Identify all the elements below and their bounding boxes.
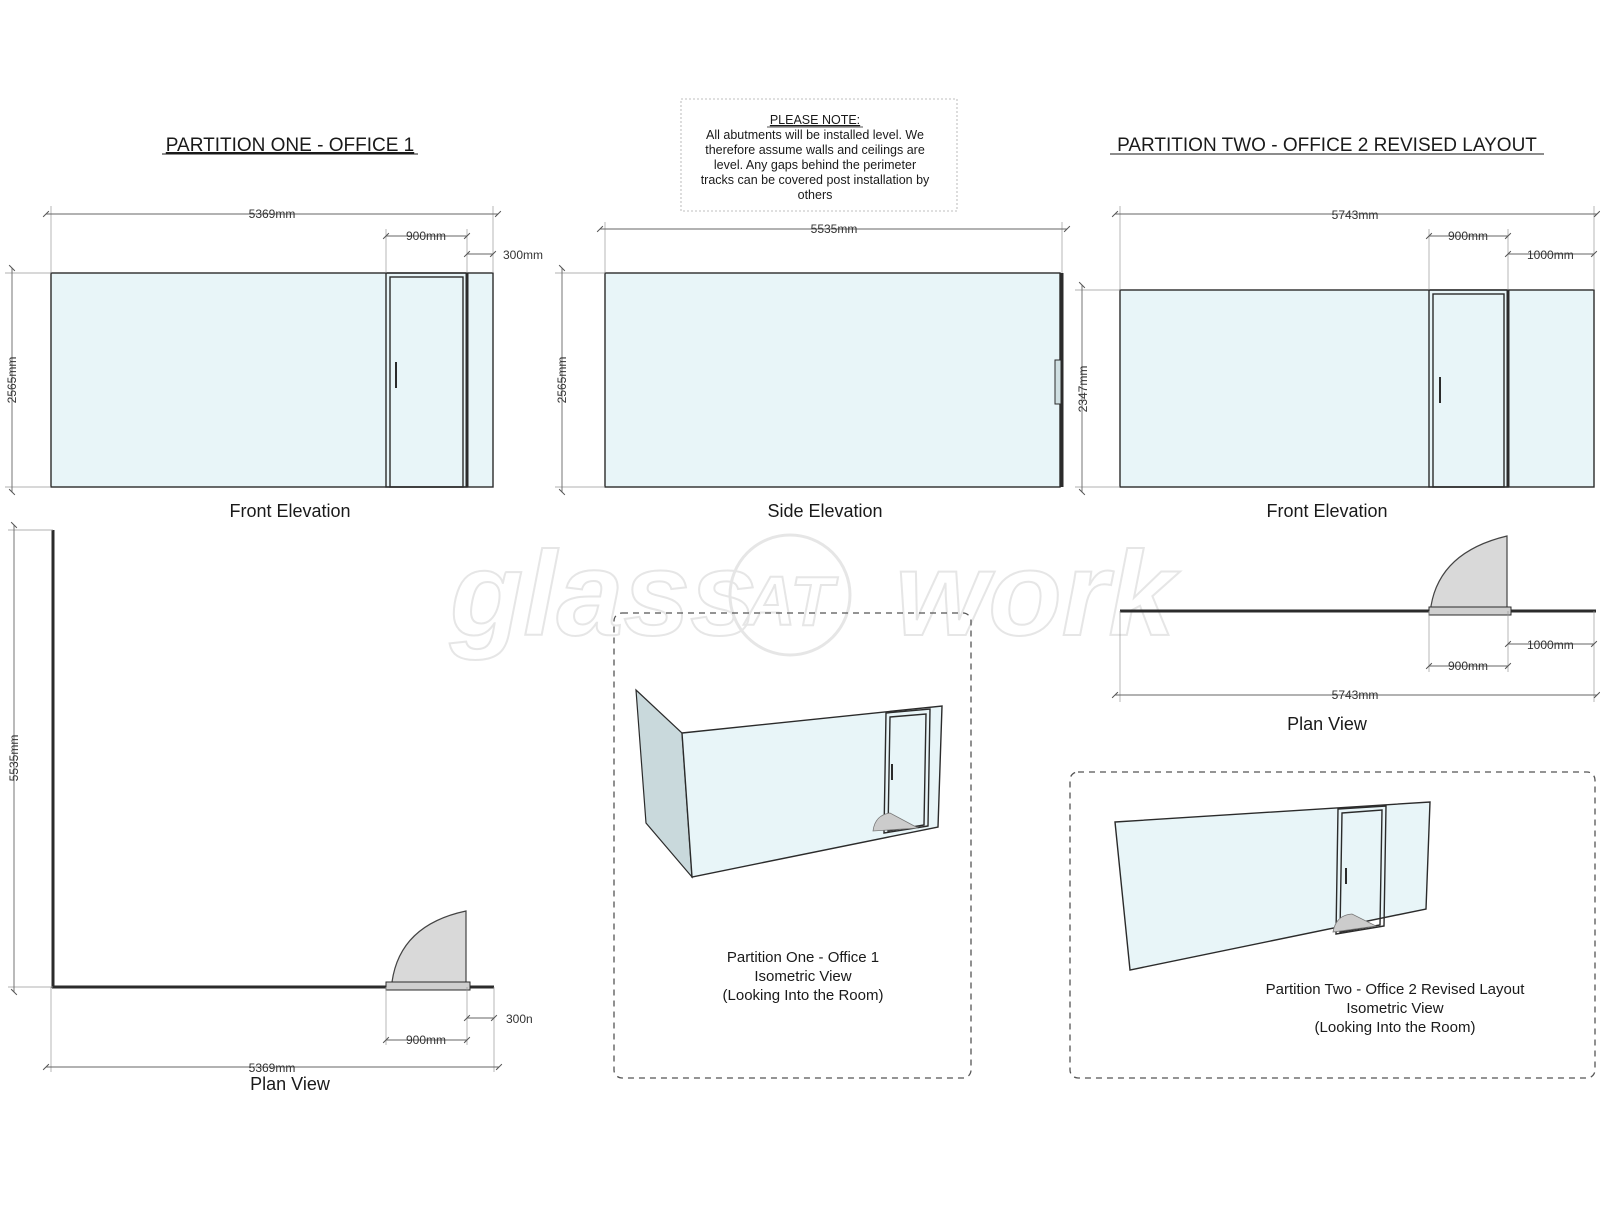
watermark-middle: AT [745,562,834,640]
p2-iso-caption-line: (Looking Into the Room) [1314,1019,1476,1036]
please-note-line: others [797,188,833,202]
p2-iso-caption-line: Isometric View [1346,1000,1444,1017]
p2-plan-caption: Plan View [1287,714,1367,734]
p1-side-width-label: 5535mm [810,222,858,236]
p1-front-caption: Front Elevation [229,501,351,521]
partition-one-heading: PARTITION ONE - OFFICE 1 [165,135,415,156]
please-note-line: therefore assume walls and ceilings are [705,143,925,157]
p2-iso-panel [1115,802,1430,970]
p2-plan-door-swing [1431,536,1507,610]
p1-plan-width-label: 5369mm [248,1061,296,1075]
p1-plan-door-swing [392,911,466,986]
p1-iso-front-panel [682,706,942,877]
p1-front-return-label: 300mm [503,248,544,262]
p2-front-caption: Front Elevation [1266,501,1388,521]
p2-front-return-label: 1000mm [1527,248,1574,262]
please-note-line: tracks can be covered post installation by [700,173,930,187]
p1-iso-side-panel [636,690,692,877]
p2-front-glass-panel [1120,290,1594,487]
p1-iso-caption-line: Partition One - Office 1 [726,949,880,966]
p1-front-width-label: 5369mm [248,207,296,221]
p2-plan-door-leaf [1429,607,1511,615]
watermark [449,527,1180,661]
p2-iso-caption-line: Partition Two - Office 2 Revised Layout [1265,981,1525,998]
p1-side-caption: Side Elevation [767,501,883,521]
p1-plan-side-label: 5535mm [7,734,21,782]
p1-front-glass-panel [51,273,493,487]
p1-iso-caption-line: Isometric View [754,968,852,985]
p1-front-elevation [5,206,543,521]
p2-isometric-view [1070,772,1595,1078]
watermark-right: work [895,527,1176,661]
p1-front-height-label: 2565mm [5,356,19,404]
please-note-line: All abutments will be installed level. We [706,128,924,142]
watermark-left: glass [450,527,757,661]
p2-front-door-label: 900mm [1447,229,1489,243]
p2-plan-door-label: 900mm [1447,659,1489,673]
p1-front-door-label: 900mm [405,229,447,243]
p1-iso-caption-line: (Looking Into the Room) [722,987,884,1004]
p1-side-height-label: 2565mm [555,356,569,404]
p2-front-height-label: 2347mm [1076,365,1090,413]
please-note-box [681,99,957,211]
p1-side-elevation [555,222,1067,521]
p1-plan-caption: Plan View [250,1074,330,1094]
p2-plan-width-label: 5743mm [1331,688,1379,702]
p1-side-glass-panel [605,273,1060,487]
p1-plan-door-leaf [386,982,470,990]
p2-plan-view [1115,536,1597,734]
p1-plan-door-label: 900mm [405,1033,447,1047]
please-note-title: PLEASE NOTE: [769,113,861,127]
p2-plan-return-label: 1000mm [1527,638,1574,652]
please-note-line: level. Any gaps behind the perimeter [713,158,917,172]
partition-two-heading: PARTITION TWO - OFFICE 2 REVISED LAYOUT [1117,135,1537,156]
p2-front-elevation [1075,206,1597,521]
p1-plan-return-label: 300n [506,1012,533,1026]
p2-front-width-label: 5743mm [1331,208,1379,222]
p1-side-door-edge [1055,360,1061,404]
p1-isometric-view [614,613,971,1078]
